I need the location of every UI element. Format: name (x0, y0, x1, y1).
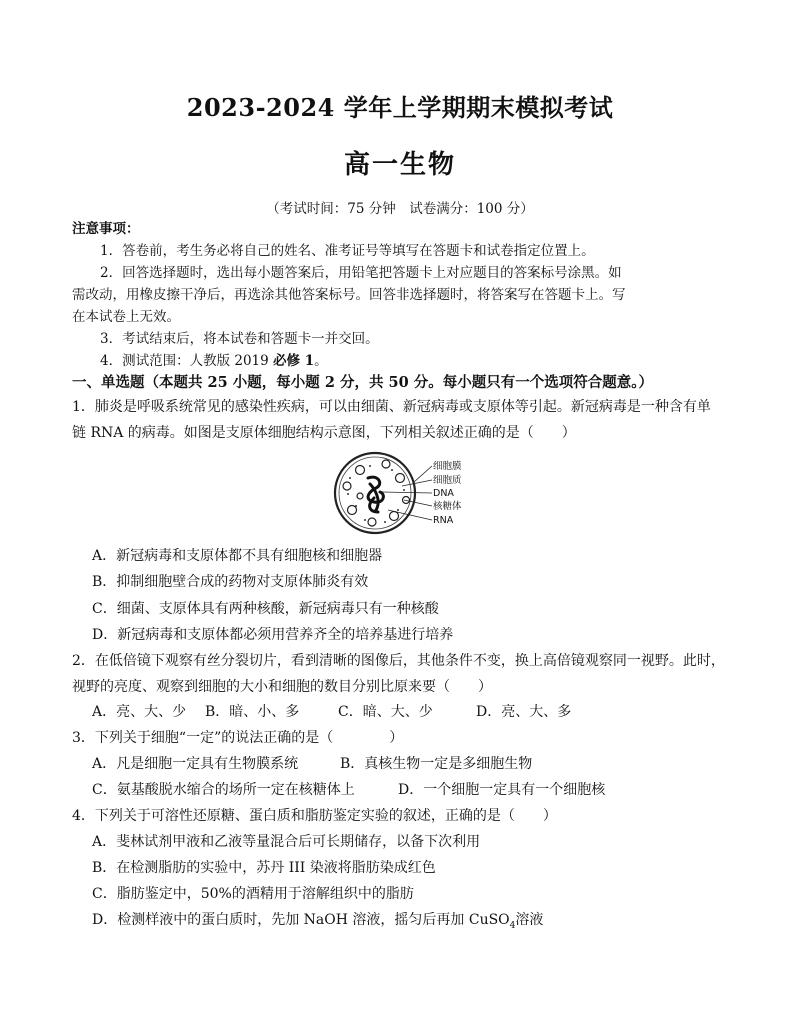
notice-item-2-line-3: 在本试卷上无效。 (72, 309, 180, 325)
notice-item-2-line-1: 2．回答选择题时，选出每小题答案后，用铅笔把答题卡上对应题目的答案标号涂黑。如 (100, 265, 622, 281)
label-cytoplasm: 细胞质 (433, 475, 462, 486)
q4-option-a[interactable]: A．斐林试剂甲液和乙液等量混合后可长期储存，以备下次利用 (92, 834, 481, 850)
q2-stem-line-1: 2．在低倍镜下观察有丝分裂切片，看到清晰的图像后，其他条件不变，换上高倍镜观察同一视野。此时， (72, 653, 725, 669)
q1-option-b[interactable]: B．抑制细胞壁合成的药物对支原体肺炎有效 (92, 574, 369, 590)
section-1-heading: 一、单选题（本题共 25 小题，每小题 2 分，共 50 分。每小题只有一个选项符合题意。） (72, 374, 653, 391)
q2-stem-line-2: 视野的亮度、观察到细胞的大小和细胞的数目分别比原来要（ ） (72, 679, 492, 695)
q3-stem: 3．下列关于细胞“一定”的说法正确的是（ ） (72, 730, 404, 746)
label-rna: RNA (433, 515, 454, 526)
q2-option-c[interactable]: C．暗、大、少 (338, 704, 433, 720)
label-dna: DNA (433, 488, 454, 499)
q2-option-d[interactable]: D．亮、大、多 (476, 704, 572, 720)
q1-stem-line-2: 链 RNA 的病毒。如图是支原体细胞结构示意图，下列相关叙述正确的是（ ） (72, 425, 576, 441)
q2-option-b[interactable]: B．暗、小、多 (205, 704, 300, 720)
q3-option-c[interactable]: C．氨基酸脱水缩合的场所一定在核糖体上 (92, 782, 355, 798)
mycoplasma-diagram (330, 448, 480, 538)
q4-option-d-suffix: 溶液 (515, 912, 544, 928)
q4-option-d-subscript: 4 (509, 920, 516, 931)
notice-item-4 (100, 351, 328, 371)
notice-item-4-prefix: 4．测试范围：人教版 2019 (100, 353, 274, 369)
q3-option-a[interactable]: A．凡是细胞一定具有生物膜系统 (92, 756, 299, 772)
notice-item-4-suffix: 。 (314, 353, 328, 369)
subject-title: 高一生物 (343, 150, 456, 180)
q1-option-d[interactable]: D．新冠病毒和支原体都必须用营养齐全的培养基进行培养 (92, 627, 454, 643)
notice-item-1: 1．答卷前，考生务必将自己的姓名、准考证号等填写在答题卡和试卷指定位置上。 (100, 243, 595, 259)
notice-item-3: 3．考试结束后，将本试卷和答题卡一并交回。 (100, 331, 379, 347)
exam-info: （考试时间：75 分钟 试卷满分：100 分） (266, 201, 534, 217)
notice-heading: 注意事项： (72, 221, 140, 237)
q3-option-b[interactable]: B．真核生物一定是多细胞生物 (340, 756, 533, 772)
q4-option-b[interactable]: B．在检测脂肪的实验中，苏丹 III 染液将脂肪染成红色 (92, 860, 436, 876)
q4-option-c[interactable]: C．脂肪鉴定中，50%的酒精用于溶解组织中的脂肪 (92, 886, 414, 902)
label-ribosome: 核糖体 (433, 501, 462, 512)
label-cell-membrane: 细胞膜 (433, 461, 462, 472)
exam-title: 2023-2024 学年上学期期末模拟考试 (186, 93, 614, 122)
notice-item-2-line-2: 需改动，用橡皮擦干净后，再选涂其他答案标号。回答非选择题时，将答案写在答题卡上。写 (72, 287, 626, 303)
notice-item-4-scope: 必修 1 (273, 353, 315, 369)
q1-option-c[interactable]: C．细菌、支原体具有两种核酸，新冠病毒只有一种核酸 (92, 601, 439, 617)
q1-stem-line-1: 1．肺炎是呼吸系统常见的感染性疾病，可以由细菌、新冠病毒或支原体等引起。新冠病毒是一种含有单 (72, 399, 711, 415)
q4-option-d-prefix: D．检测样液中的蛋白质时，先加 NaOH 溶液，摇匀后再加 CuSO (92, 912, 510, 928)
q4-option-d[interactable] (92, 910, 543, 936)
q4-stem: 4．下列关于可溶性还原糖、蛋白质和脂肪鉴定实验的叙述，正确的是（ ） (72, 808, 557, 824)
q2-option-a[interactable]: A．亮、大、少 (92, 704, 187, 720)
q1-option-a[interactable]: A．新冠病毒和支原体都不具有细胞核和细胞器 (92, 548, 383, 564)
q3-option-d[interactable]: D．一个细胞一定具有一个细胞核 (398, 782, 606, 798)
